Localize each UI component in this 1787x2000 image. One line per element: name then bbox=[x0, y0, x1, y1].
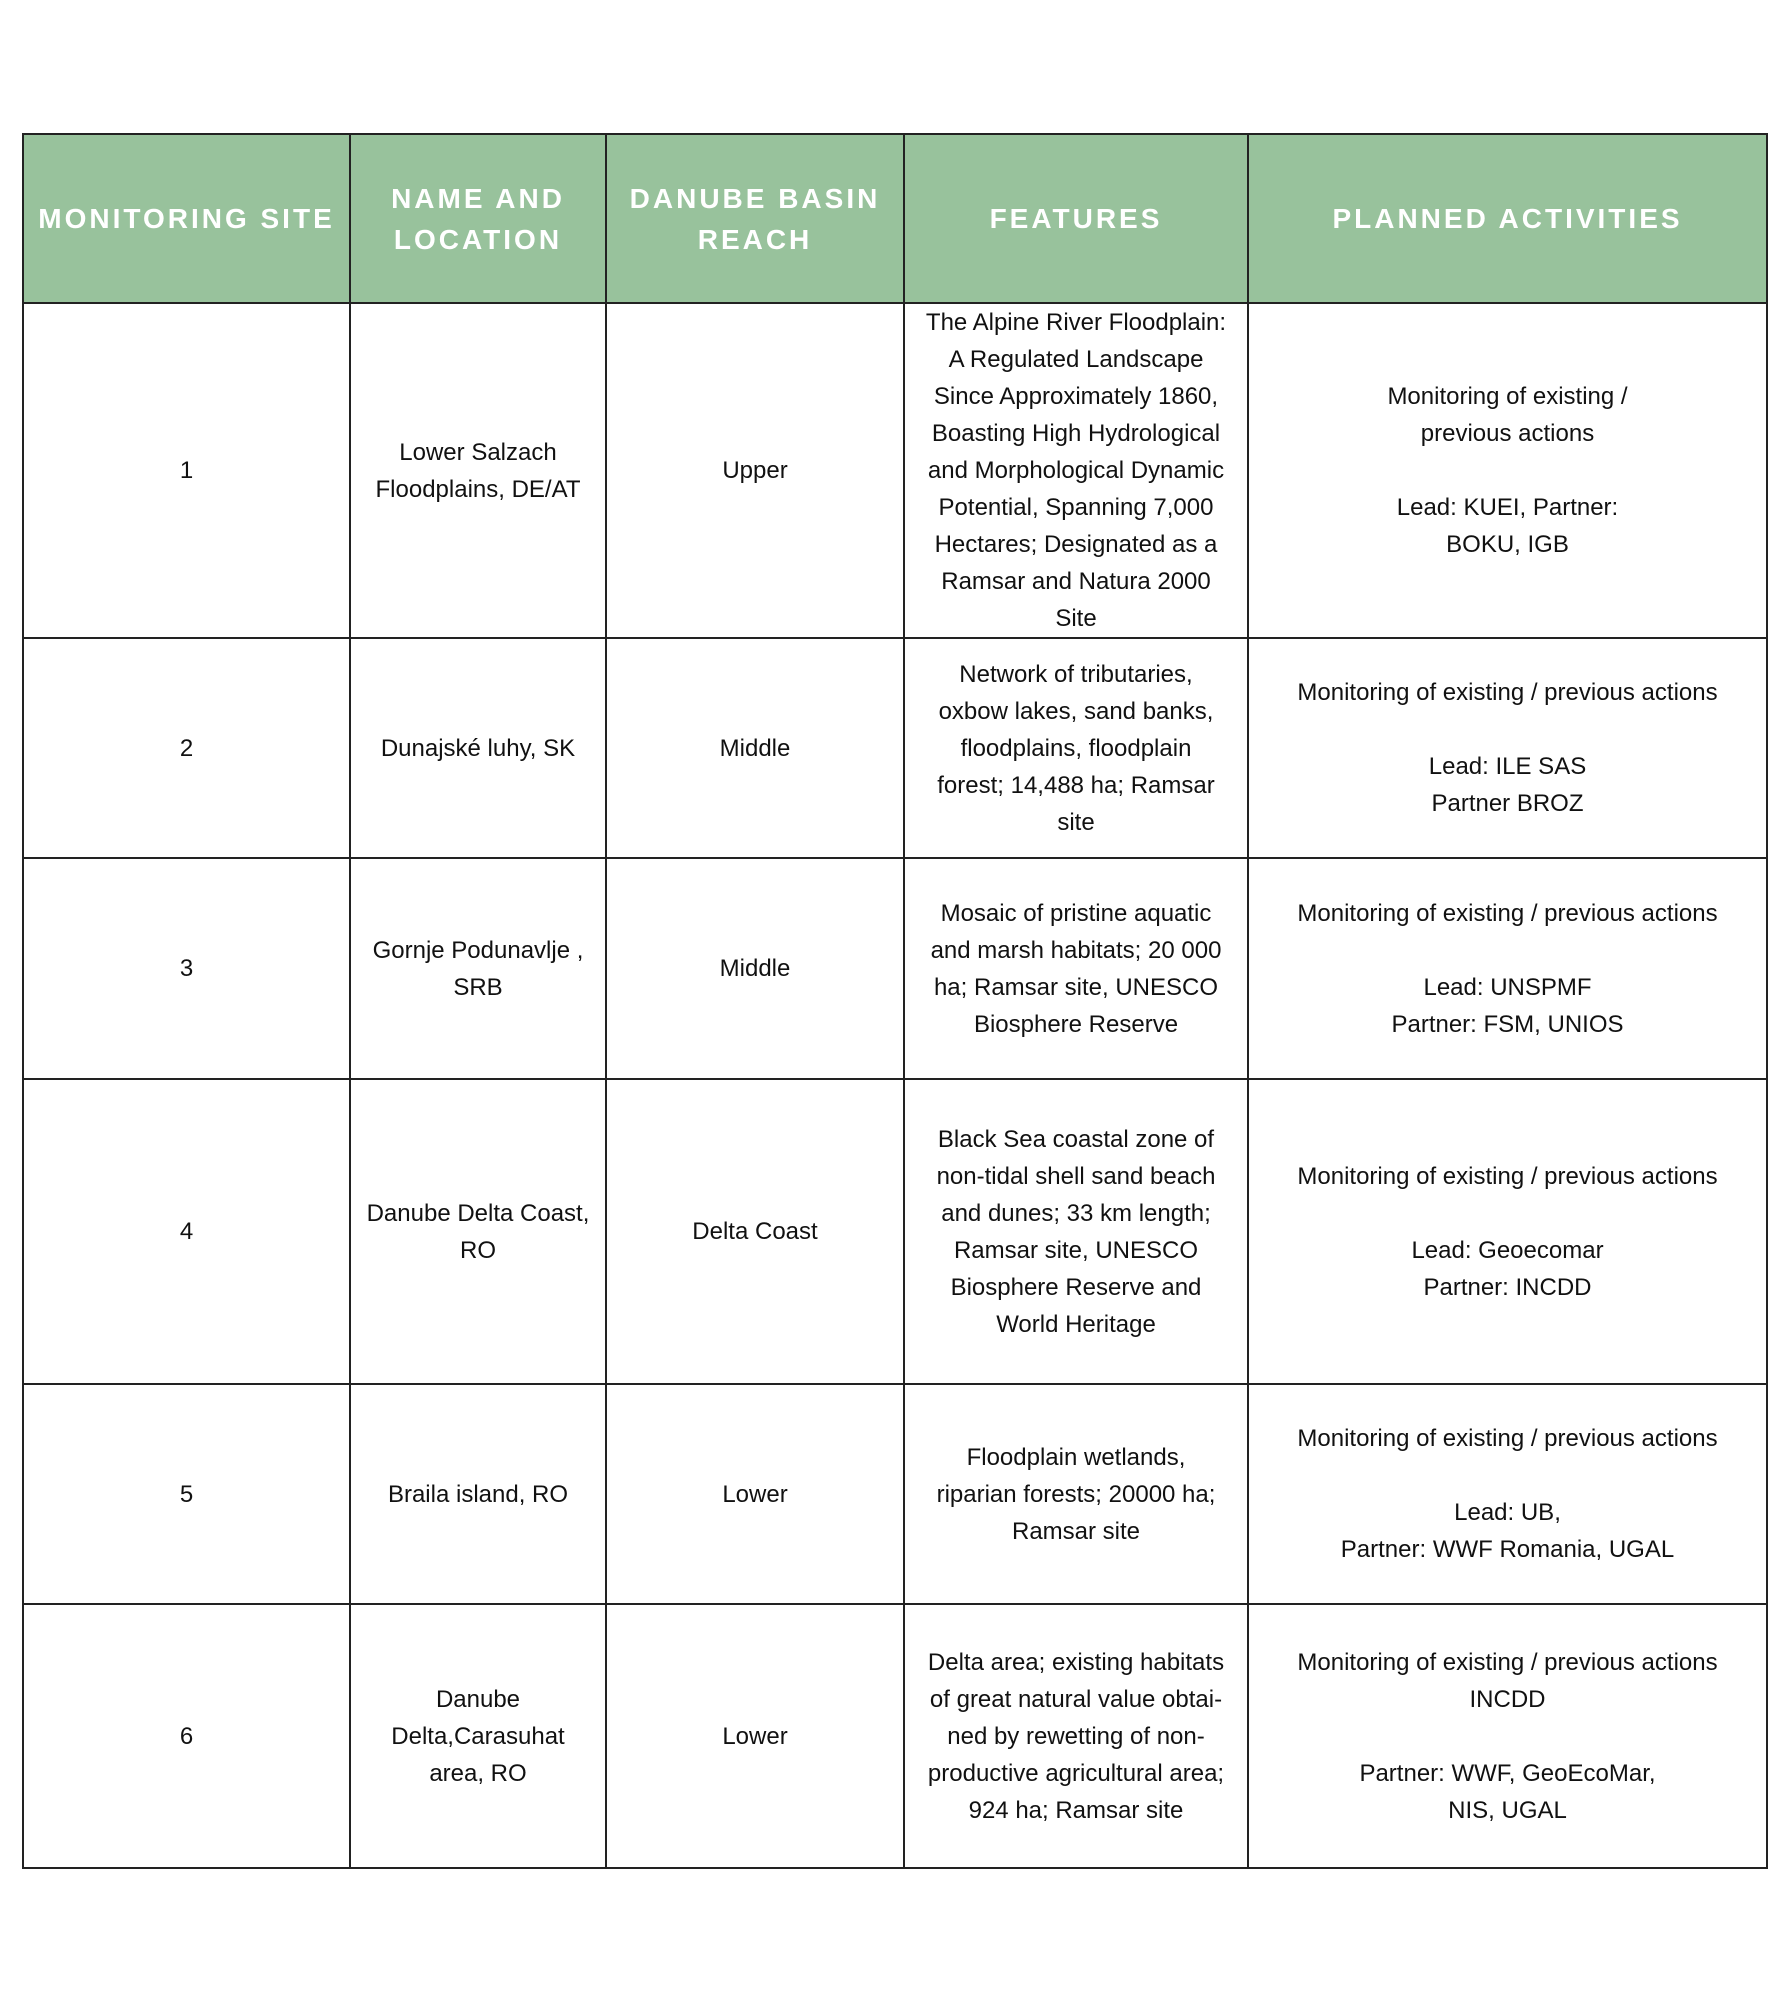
features-cell: Black Sea coastal zone of non-tidal shell sand beach and dunes; 33 km length; Ramsar site, UNESCO Biosphere Reserve and World Heritage bbox=[904, 1079, 1248, 1384]
name-cell: Danube Delta Coast, RO bbox=[350, 1079, 606, 1384]
activities-cell: Monitoring of existing / previous actions Lead: UNSPMF Partner: FSM, UNIOS bbox=[1248, 858, 1767, 1079]
site-cell: 3 bbox=[23, 858, 350, 1079]
header-row bbox=[23, 134, 1767, 303]
header-name-location: NAME AND LOCATION bbox=[350, 134, 606, 303]
activities-cell: Monitoring of existing / previous actions INCDD Partner: WWF, GeoEcoMar, NIS, UGAL bbox=[1248, 1604, 1767, 1868]
header-features: FEATURES bbox=[904, 134, 1248, 303]
activities-cell: Monitoring of existing / previous actions Lead: ILE SAS Partner BROZ bbox=[1248, 638, 1767, 858]
reach-cell: Delta Coast bbox=[606, 1079, 904, 1384]
table-row bbox=[23, 1604, 1767, 1868]
features-cell: Mosaic of pristine aquatic and marsh habitats; 20 000 ha; Ramsar site, UNESCO Biosphere Reserve bbox=[904, 858, 1248, 1079]
features-cell: Floodplain wetlands, riparian forests; 20000 ha; Ramsar site bbox=[904, 1384, 1248, 1604]
reach-cell: Middle bbox=[606, 638, 904, 858]
table-row bbox=[23, 303, 1767, 638]
header-monitoring-site: MONITORING SITE bbox=[23, 134, 350, 303]
reach-cell: Middle bbox=[606, 858, 904, 1079]
site-cell: 5 bbox=[23, 1384, 350, 1604]
name-cell: Dunajské luhy, SK bbox=[350, 638, 606, 858]
features-cell: Network of tributaries, oxbow lakes, sand banks, floodplains, floodplain forest; 14,488 ha; Ramsar site bbox=[904, 638, 1248, 858]
reach-cell: Lower bbox=[606, 1604, 904, 1868]
table-row bbox=[23, 638, 1767, 858]
header-planned-activities: PLANNED ACTIVITIES bbox=[1248, 134, 1767, 303]
name-cell: Danube Delta,Carasuhat area, RO bbox=[350, 1604, 606, 1868]
features-cell: Delta area; existing habitats of great natural value obtai- ned by rewetting of non- productive agricultural area; 924 ha; Ramsar site bbox=[904, 1604, 1248, 1868]
header-basin-reach: DANUBE BASIN REACH bbox=[606, 134, 904, 303]
name-cell: Gornje Podunavlje , SRB bbox=[350, 858, 606, 1079]
name-cell: Braila island, RO bbox=[350, 1384, 606, 1604]
table-row bbox=[23, 1079, 1767, 1384]
site-cell: 2 bbox=[23, 638, 350, 858]
activities-cell: Monitoring of existing / previous actions Lead: KUEI, Partner: BOKU, IGB bbox=[1248, 303, 1767, 638]
monitoring-sites-table bbox=[22, 133, 1768, 1869]
site-cell: 1 bbox=[23, 303, 350, 638]
reach-cell: Lower bbox=[606, 1384, 904, 1604]
name-cell: Lower Salzach Floodplains, DE/AT bbox=[350, 303, 606, 638]
table-row bbox=[23, 858, 1767, 1079]
site-cell: 6 bbox=[23, 1604, 350, 1868]
reach-cell: Upper bbox=[606, 303, 904, 638]
features-cell: The Alpine River Floodplain: A Regulated Landscape Since Approximately 1860, Boasting High Hydrological and Morphological Dynamic Potential, Spanning 7,000 Hectares; Designated as a Ramsar and Natura 2000 Site bbox=[904, 303, 1248, 638]
table-row bbox=[23, 1384, 1767, 1604]
activities-cell: Monitoring of existing / previous actions Lead: UB, Partner: WWF Romania, UGAL bbox=[1248, 1384, 1767, 1604]
site-cell: 4 bbox=[23, 1079, 350, 1384]
activities-cell: Monitoring of existing / previous actions Lead: Geoecomar Partner: INCDD bbox=[1248, 1079, 1767, 1384]
